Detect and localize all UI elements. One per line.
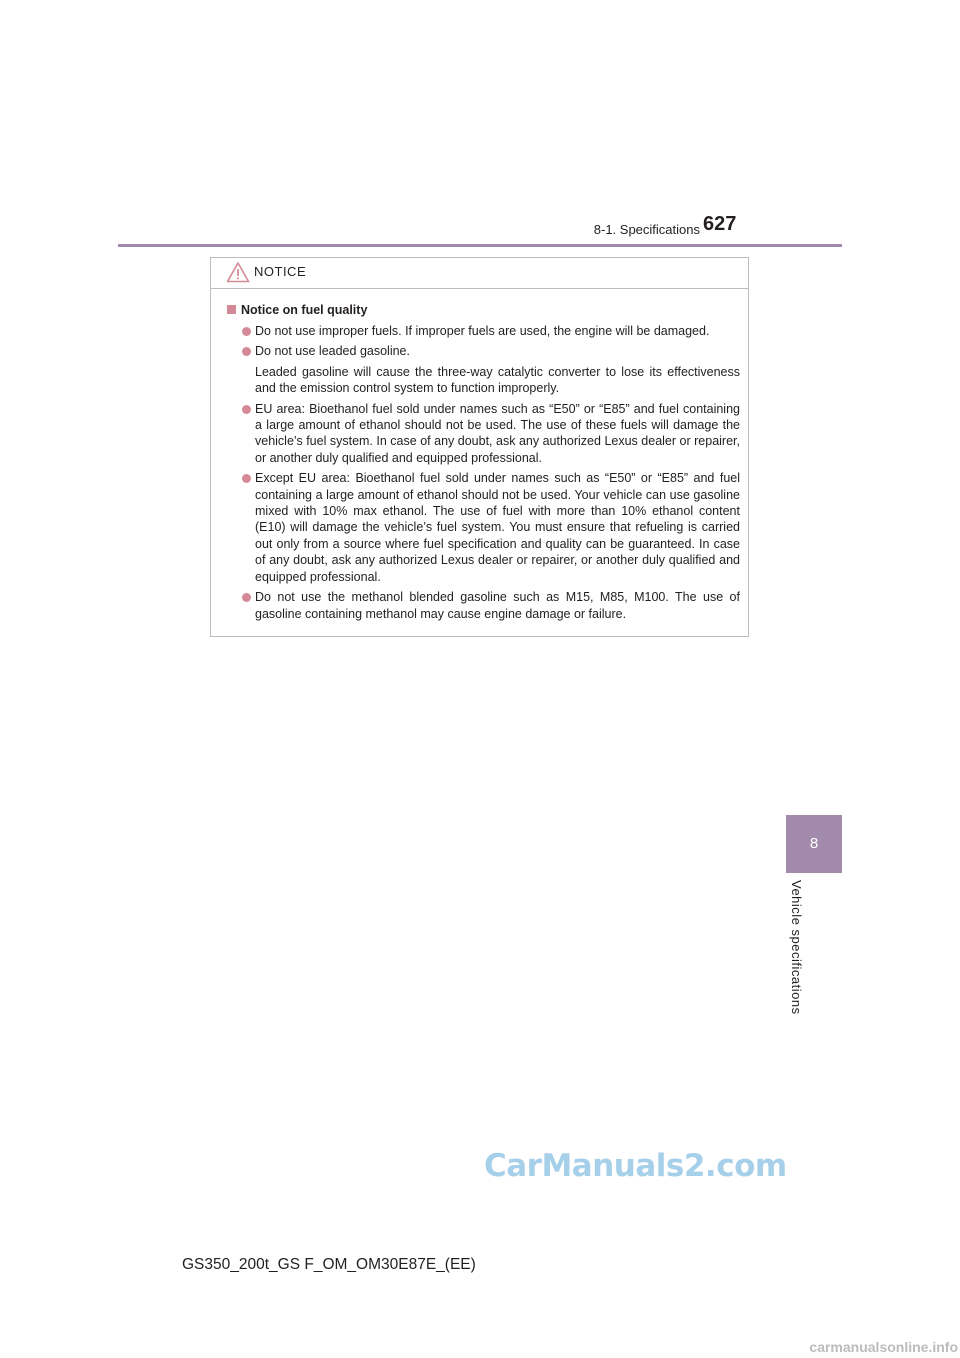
notice-item	[225, 401, 742, 467]
chapter-tab[interactable]: 8	[786, 815, 842, 873]
bullet-dot-icon	[242, 347, 251, 356]
bullet-dot-icon	[242, 593, 251, 602]
notice-header	[211, 258, 748, 289]
square-bullet-icon	[227, 305, 236, 314]
notice-item	[225, 323, 742, 339]
notice-item-text: EU area: Bioethanol fuel sold under names such as “E50” or “E85” and fuel containing a large amount of ethanol should not be used. The use of these fuels will damage the vehicle’s fuel system. In case of any doubt, ask any authorized Lexus dealer or repairer, or another duly qualified and equipped professional.	[255, 401, 740, 465]
bullet-dot-icon	[242, 405, 251, 414]
header-section: 8-1. Specifications	[593, 222, 700, 237]
notice-item-text: Except EU area: Bioethanol fuel sold under names such as “E50” or “E85” and fuel containing a large amount of ethanol should not be used. Your vehicle can use gasoline mixed with 10% max ethanol. The use of fuel with more than 10% ethanol content (E10) will damage the vehicle’s fuel system. You must ensure that refueling is carried out only from a source where fuel specification and quality can be guaranteed. In case of any doubt, ask any authorized Lexus dealer or repairer, or another duly qualified and equipped professional.	[255, 471, 740, 584]
notice-item	[225, 343, 742, 396]
site-watermark: carmanualsonline.info	[809, 1339, 958, 1355]
page-number: 627	[703, 213, 737, 235]
chapter-side-label: Vehicle specifications	[789, 880, 804, 1015]
carmanuals-watermark: CarManuals2.com	[484, 1148, 787, 1184]
notice-box	[210, 257, 749, 637]
document-code: GS350_200t_GS F_OM_OM30E87E_(EE)	[182, 1256, 476, 1273]
warning-triangle-icon	[226, 261, 250, 283]
bullet-dot-icon	[242, 474, 251, 483]
notice-item-text: Do not use leaded gasoline.	[255, 344, 410, 359]
bullet-dot-icon	[242, 327, 251, 336]
notice-title: NOTICE	[254, 264, 307, 279]
notice-subheading	[225, 303, 742, 317]
notice-item-text: Do not use the methanol blended gasoline such as M15, M85, M100. The use of gasoline containing methanol may cause engine damage or failure.	[255, 590, 740, 621]
notice-item	[225, 470, 742, 585]
header-rule	[118, 244, 842, 247]
notice-item-extra-text: Leaded gasoline will cause the three-way catalytic converter to lose its effectiveness and the emission control system to function improperly.	[255, 364, 740, 396]
notice-item-text: Do not use improper fuels. If improper fuels are used, the engine will be damaged.	[255, 324, 710, 338]
subheading-text: Notice on fuel quality	[241, 303, 368, 317]
notice-body	[211, 289, 748, 622]
notice-item	[225, 589, 742, 622]
